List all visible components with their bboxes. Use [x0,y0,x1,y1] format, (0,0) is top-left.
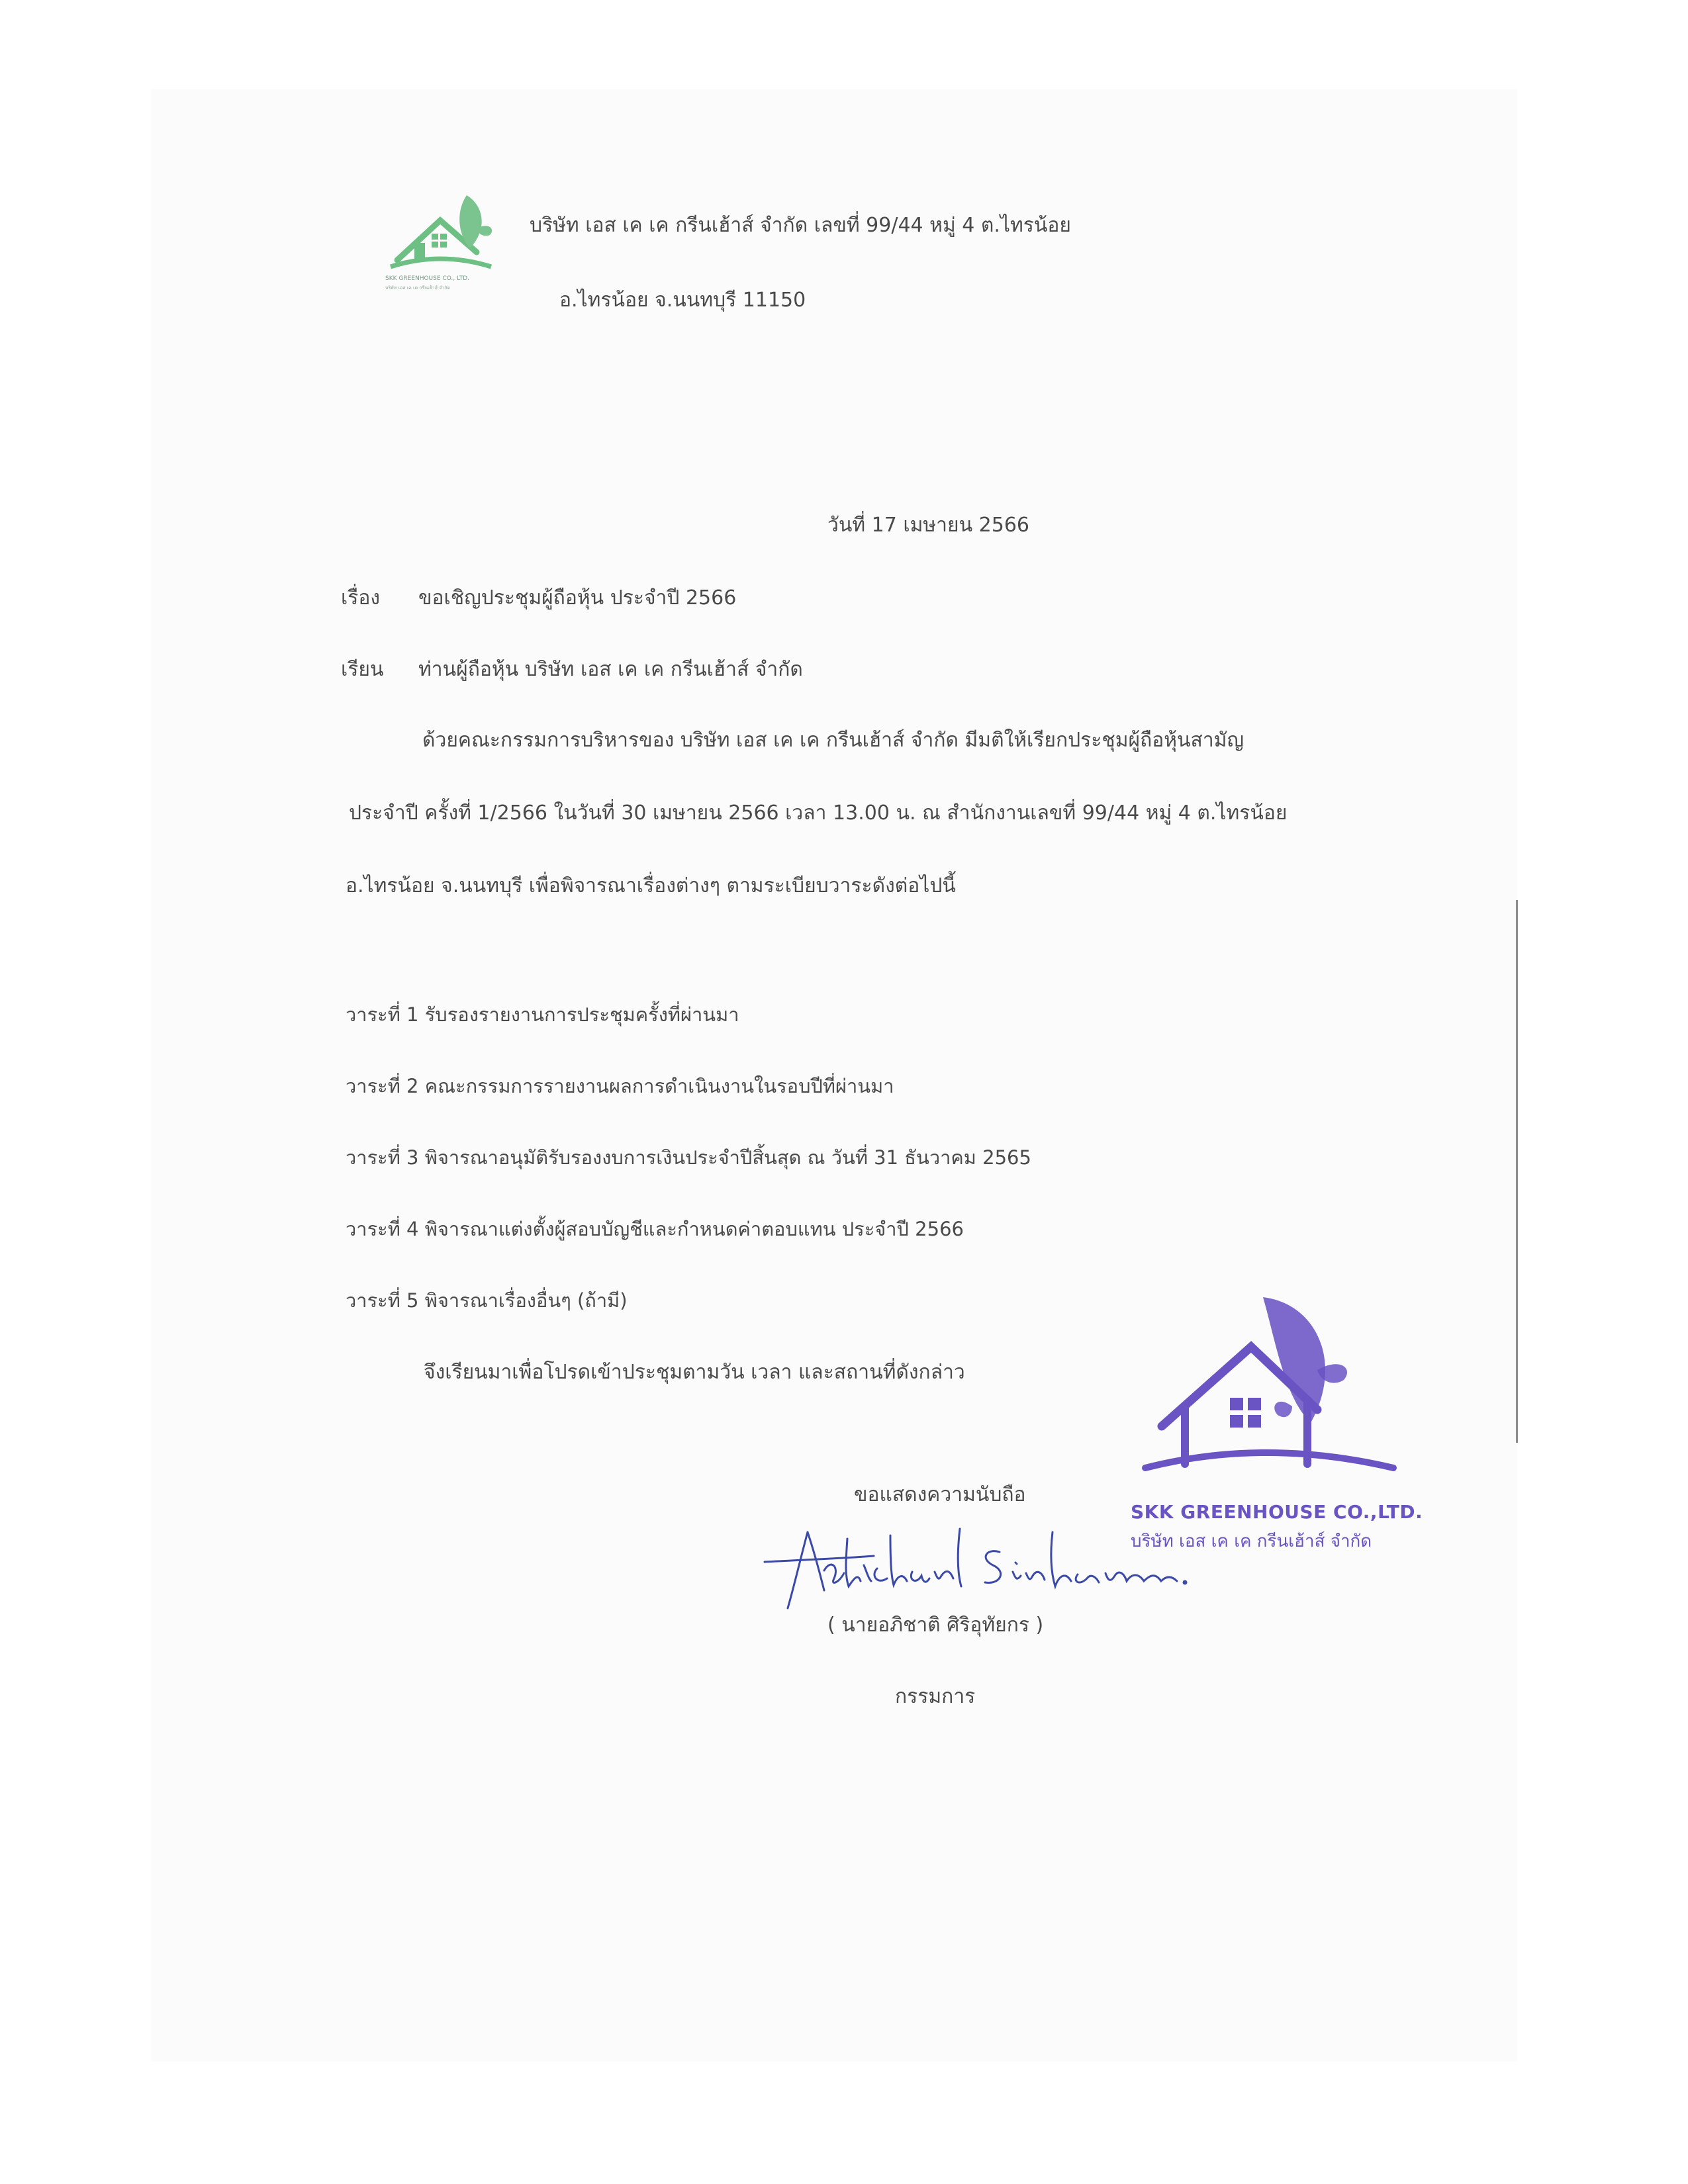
recipient-text: ท่านผู้ถือหุ้น บริษัท เอส เค เค กรีนเฮ้าส์ จำกัด [418,658,803,681]
agenda-item-5: วาระที่ 5 พิจารณาเรื่องอื่นๆ (ถ้ามี) [346,1289,628,1312]
letterhead-line-2: อ.ไทรน้อย จ.นนทบุรี 11150 [559,289,806,312]
stamp-company-en: SKK GREENHOUSE CO.,LTD. [1131,1501,1423,1523]
agenda-item-4: วาระที่ 4 พิจารณาแต่งตั้งผู้สอบบัญชีและกำหนดค่าตอบแทน ประจำปี 2566 [346,1218,964,1240]
agenda-item-3: วาระที่ 3 พิจารณาอนุมัติรับรองงบการเงินประจำปีสิ้นสุด ณ วันที่ 31 ธันวาคม 2565 [346,1146,1031,1169]
logo-small-text-th: บริษัท เอส เค เค กรีนเฮ้าส์ จำกัด [385,285,451,291]
recipient-label: เรียน [341,658,384,681]
signature-icon [761,1512,1198,1612]
signer-name: ( นายอภิชาติ ศิริอุทัยกร ) [827,1614,1044,1637]
letterhead-line-1: บริษัท เอส เค เค กรีนเฮ้าส์ จำกัด เลขที่ 99/44 หมู่ 4 ต.ไทรน้อย [530,214,1071,237]
agenda-item-2: วาระที่ 2 คณะกรรมการรายงานผลการดำเนินงานในรอบปีที่ผ่านมา [346,1075,894,1097]
signature-text: Aphichart Sirinthornhorn. [761,1512,770,1513]
subject-label: เรื่อง [341,586,381,610]
page-edge-shadow [1516,900,1518,1443]
subject-text: ขอเชิญประชุมผู้ถือหุ้น ประจำปี 2566 [418,586,737,610]
regards-line: ขอแสดงความนับถือ [854,1483,1026,1506]
body-line-2: ประจำปี ครั้งที่ 1/2566 ในวันที่ 30 เมษายน 2566 เวลา 13.00 น. ณ สำนักงานเลขที่ 99/44 หมู่ 4 ต.ไทรน้อย [349,801,1288,825]
date-line: วันที่ 17 เมษายน 2566 [827,514,1029,537]
signer-title: กรรมการ [895,1685,976,1708]
closing-line: จึงเรียนมาเพื่อโปรดเข้าประชุมตามวัน เวลา และสถานที่ดังกล่าว [424,1361,965,1384]
agenda-item-1: วาระที่ 1 รับรองรายงานการประชุมครั้งที่ผ่านมา [346,1003,739,1026]
stamp-company-th: บริษัท เอส เค เค กรีนเฮ้าส์ จำกัด [1131,1531,1372,1551]
body-line-3: อ.ไทรน้อย จ.นนทบุรี เพื่อพิจารณาเรื่องต่างๆ ตามระเบียบวาระดังต่อไปนี้ [346,874,956,897]
logo-small-text: SKK GREENHOUSE CO., LTD. [385,275,470,282]
company-logo-icon [377,182,503,295]
body-line-1: ด้วยคณะกรรมการบริหารของ บริษัท เอส เค เค กรีนเฮ้าส์ จำกัด มีมติให้เรียกประชุมผู้ถือหุ้นสามัญ [422,729,1244,752]
